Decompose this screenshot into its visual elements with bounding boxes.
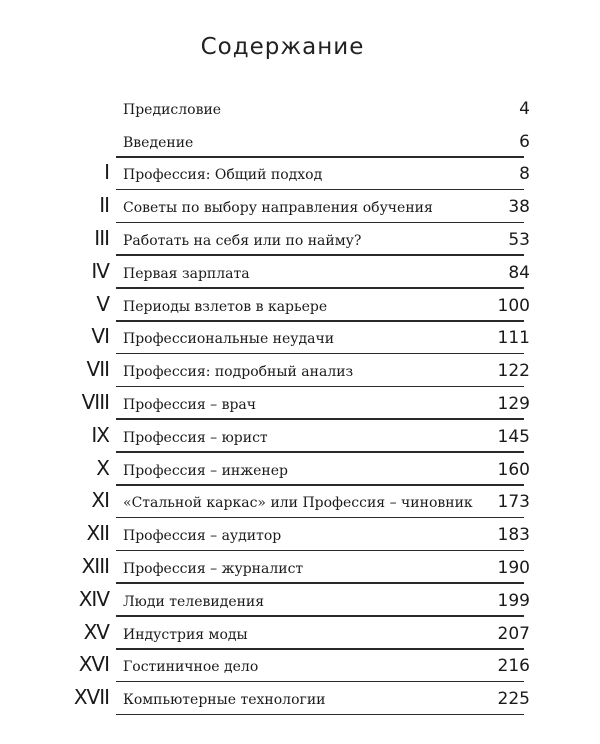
chapter-numeral: V (96, 291, 109, 316)
page-number: 173 (497, 492, 530, 513)
page-title: Содержание (200, 34, 365, 60)
chapter-title: Профессия – врач (123, 396, 257, 413)
chapter-numeral: VII (86, 357, 109, 382)
chapter-numeral: XII (86, 521, 109, 546)
chapter-title: Профессия: Общий подход (123, 167, 323, 184)
page-number: 129 (497, 393, 530, 414)
toc-entry-chapter-5 (60, 289, 530, 322)
chapter-title: Люди телевидения (123, 593, 265, 610)
chapter-title: Компьютерные технологии (123, 692, 326, 709)
page-number: 84 (508, 262, 530, 283)
chapter-title: Введение (123, 134, 194, 151)
page-number: 122 (497, 361, 530, 382)
page-number: 8 (519, 164, 530, 185)
toc-entry-chapter-12 (60, 518, 530, 551)
chapter-numeral: I (104, 160, 109, 185)
chapter-numeral: IX (91, 422, 109, 447)
toc-entry-chapter-13 (60, 551, 530, 584)
toc-entry-chapter-4 (60, 256, 530, 289)
chapter-title: Профессия: подробный анализ (123, 364, 354, 381)
chapter-title: Индустрия моды (123, 626, 248, 643)
page-number: 100 (497, 295, 530, 316)
toc-entry-chapter-15 (60, 617, 530, 650)
toc-entry-preface (60, 92, 530, 125)
chapter-numeral: VIII (81, 389, 109, 414)
toc-entry-chapter-9 (60, 420, 530, 453)
page-number: 53 (508, 229, 530, 250)
toc-entry-introduction (60, 125, 530, 158)
page-number: 207 (497, 623, 530, 644)
toc-entry-chapter-11 (60, 486, 530, 519)
page-number: 190 (497, 557, 530, 578)
toc-entry-chapter-3 (60, 223, 530, 256)
toc-entry-chapter-10 (60, 453, 530, 486)
toc-entry-chapter-16 (60, 650, 530, 683)
toc-entry-chapter-1 (60, 158, 530, 191)
page-number: 199 (497, 590, 530, 611)
chapter-numeral: III (94, 225, 109, 250)
chapter-title: Предисловие (123, 101, 222, 118)
table-of-contents (60, 92, 530, 715)
chapter-numeral: XVI (78, 652, 109, 677)
toc-entry-chapter-8 (60, 387, 530, 420)
chapter-title: Профессия – юрист (123, 429, 268, 446)
chapter-title: Профессия – журналист (123, 560, 304, 577)
page-number: 4 (519, 98, 530, 119)
chapter-numeral: XIV (78, 586, 109, 611)
toc-entry-chapter-7 (60, 354, 530, 387)
page-number: 6 (519, 131, 530, 152)
chapter-title: Профессия – инженер (123, 462, 288, 479)
page-number: 160 (497, 459, 530, 480)
chapter-title: Периоды взлетов в карьере (123, 298, 328, 315)
chapter-title: Советы по выбору направления обучения (123, 200, 433, 217)
chapter-numeral: XIII (81, 553, 109, 578)
page-number: 183 (497, 525, 530, 546)
chapter-numeral: VI (91, 324, 109, 349)
chapter-numeral: II (99, 193, 109, 218)
toc-entry-chapter-14 (60, 584, 530, 617)
page-number: 225 (497, 689, 530, 710)
chapter-numeral: XV (83, 619, 109, 644)
chapter-title: Работать на себя или по найму? (123, 232, 362, 249)
page-number: 111 (497, 328, 530, 349)
chapter-title: Профессия – аудитор (123, 528, 282, 545)
toc-entry-chapter-2 (60, 190, 530, 223)
chapter-numeral: XVII (73, 685, 109, 710)
chapter-title: «Стальной каркас» или Профессия – чиновник (123, 495, 473, 512)
toc-entry-chapter-6 (60, 322, 530, 355)
page-number: 216 (497, 656, 530, 677)
chapter-numeral: X (96, 455, 109, 480)
chapter-numeral: XI (91, 488, 109, 513)
toc-entry-chapter-17 (60, 682, 530, 715)
page-number: 145 (497, 426, 530, 447)
chapter-title: Профессиональные неудачи (123, 331, 335, 348)
chapter-title: Гостиничное дело (123, 659, 259, 676)
chapter-title: Первая зарплата (123, 265, 250, 282)
chapter-numeral: IV (91, 258, 109, 283)
page-number: 38 (508, 197, 530, 218)
